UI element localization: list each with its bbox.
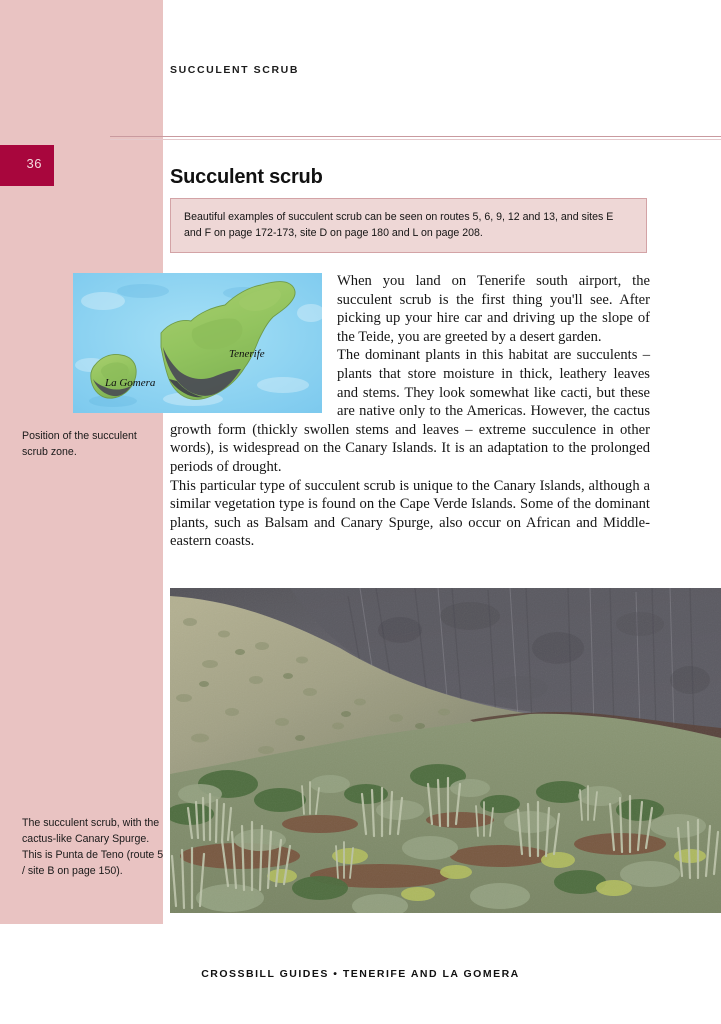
page-number-label: 36 — [26, 156, 42, 171]
body-paragraph-3: This particular type of succulent scrub is unique to the Canary Islands, although a similar vegetation type is found on the Cape Verde Islands. Some of the dominant plants, such as Balsam and Canary Spurge, also occur on African and Middle-eastern coasts. — [170, 477, 650, 550]
map-label-tenerife: Tenerife — [229, 348, 265, 360]
article-body — [170, 272, 650, 551]
running-header: SUCCULENT SCRUB — [170, 64, 299, 76]
map-caption: Position of the succulent scrub zone. — [22, 430, 137, 458]
habitat-photograph-image — [170, 588, 721, 913]
page-title: Succulent scrub — [170, 166, 323, 189]
info-callout-box — [170, 198, 647, 253]
body-paragraph-2: The dominant plants in this habitat are succulents – plants that store moisture in thick, leathery leaves and stems. They look somewhat like cacti, but these are native only to the Americas. However, the cactus growth form (thickly swollen stems and leaves – extreme succulence in other words), is widespread on the Canary Islands. It is an adaptation to the prolonged periods of drought. — [170, 347, 650, 475]
map-label-la-gomera: La Gomera — [105, 377, 156, 389]
map-text-wrap-spacer — [170, 272, 337, 403]
page-footer: CROSSBILL GUIDES • TENERIFE AND LA GOMERA — [201, 968, 520, 980]
body-paragraph-1: When you land on Tenerife south airport, the succulent scrub is the first thing you'll see. After picking up your hire car and driving up the slope of the Teide, you are greeted by a desert garden. — [337, 273, 650, 345]
info-callout-text: Beautiful examples of succulent scrub can be seen on routes 5, 6, 9, 12 and 13, and sites E and F on page 172-173, site D on page 180 and L on page 208. — [184, 211, 614, 239]
header-divider-rule — [110, 136, 721, 137]
header-divider-rule-secondary — [110, 139, 721, 140]
habitat-photograph — [170, 588, 721, 913]
page-number-badge — [0, 145, 54, 186]
photograph-caption: The succulent scrub, with the cactus-like Canary Spurge. This is Punta de Teno (route 5 / site B on page 150). — [22, 817, 164, 877]
